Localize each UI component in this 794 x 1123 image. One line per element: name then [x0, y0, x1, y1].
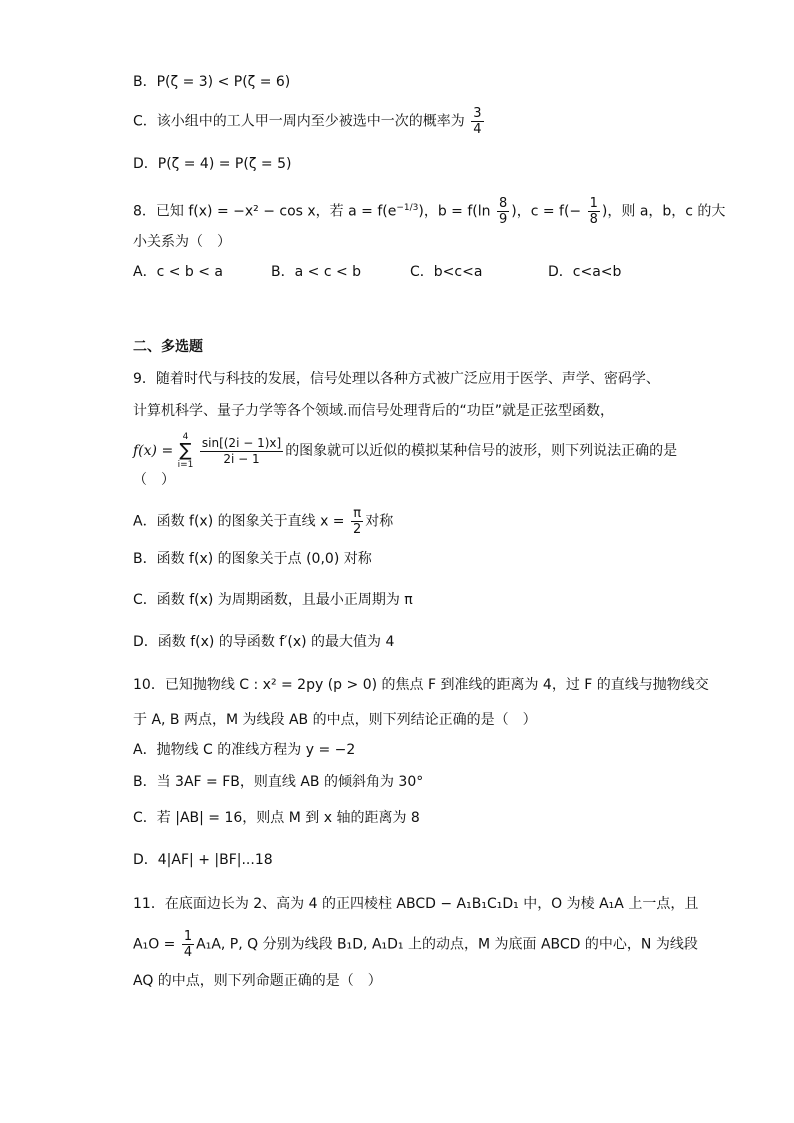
- section-heading: [133, 337, 203, 357]
- q8-option-c: C．b<c<a: [410, 264, 483, 280]
- q9-stem-line2: [133, 401, 614, 421]
- fraction-denominator: 8: [589, 212, 598, 227]
- fraction-numerator: 3: [473, 106, 482, 121]
- q10-option-b: [133, 772, 423, 792]
- q9-stem-line1: [133, 369, 660, 389]
- q9-formula-lhs: f(x) =: [133, 443, 178, 459]
- fraction-numerator: sin[(2i − 1)x]: [201, 435, 282, 450]
- fraction-numerator: π: [353, 506, 362, 521]
- section-heading-text: 二、多选题: [133, 339, 203, 355]
- q7-option-d-text: D．P(ζ = 4) = P(ζ = 5): [133, 156, 292, 172]
- q9-option-a-text: A．函数 f(x) 的图象关于直线 x =: [133, 513, 345, 530]
- q9-option-a-tail: 对称: [365, 513, 394, 530]
- q8-stem-line1: [133, 196, 725, 227]
- q9-blank-paren: （ ）: [133, 472, 175, 488]
- q9-stem-line1-text: 9．随着时代与科技的发展，信号处理以各种方式被广泛应用于医学、声学、密码学、: [133, 371, 660, 387]
- q11-stem-line2-lhs: A₁O =: [133, 936, 176, 953]
- q7-option-b: [133, 72, 290, 92]
- q10-stem-line2-text: 于 A, B 两点，M 为线段 AB 的中点，则下列结论正确的是（ ）: [133, 712, 537, 728]
- summation-upper-limit: 4: [182, 432, 189, 442]
- fraction-denominator: 2: [352, 522, 362, 537]
- sigma-icon: ∑: [179, 440, 192, 461]
- q10-option-a: [133, 740, 355, 760]
- q9-stem-line2-text: 计算机科学、量子力学等各个领域.而信号处理背后的“功臣”就是正弦型函数，: [133, 403, 614, 419]
- q7-option-c-text: C．该小组中的工人甲一周内至少被选中一次的概率为: [133, 113, 465, 130]
- q9-option-a: [133, 506, 393, 537]
- q11-stem-line3: [133, 971, 382, 991]
- q9-option-a-fraction: [351, 506, 363, 537]
- q11-stem-line2: [133, 929, 698, 960]
- summation-lower-limit: i=1: [177, 460, 194, 470]
- q8-ln-fraction: [497, 196, 509, 227]
- q10-option-d: [133, 850, 273, 870]
- q7-option-c: [133, 106, 486, 137]
- q7-option-c-fraction: [471, 106, 483, 137]
- q9-option-d: [133, 632, 394, 652]
- q10-option-b-text: B．当 3AF = FB，则直线 AB 的倾斜角为 30°: [133, 774, 424, 790]
- fraction-denominator: 4: [473, 122, 482, 137]
- q8-stem-part-d: )，则 a，b，c 的大: [601, 203, 726, 220]
- q10-stem-line1: [133, 675, 709, 695]
- q9-option-c: [133, 590, 413, 610]
- fraction-denominator: 9: [498, 212, 508, 227]
- q11-stem-line2-text: A₁A, P, Q 分别为线段 B₁D, A₁D₁ 上的动点，M 为底面 ABCD 的中心，N 为线段: [196, 936, 698, 953]
- q8-exponent: −1/3: [396, 202, 419, 213]
- q10-stem-line2: [133, 710, 537, 730]
- q10-option-c: [133, 808, 420, 828]
- q7-option-b-text: B．P(ζ = 3) < P(ζ = 6): [133, 74, 291, 90]
- q11-stem-line3-text: AQ 的中点，则下列命题正确的是（ ）: [133, 973, 382, 989]
- fraction-denominator: 4: [183, 945, 193, 960]
- fraction-numerator: 1: [183, 929, 193, 944]
- q8-stem-part-c: )，c = f(−: [511, 203, 582, 220]
- q9-option-b-text: B．函数 f(x) 的图象关于点 (0,0) 对称: [133, 551, 372, 567]
- q10-stem-line1-text: 10．已知抛物线 C : x² = 2py (p > 0) 的焦点 F 到准线的距离为 4，过 F 的直线与抛物线交: [133, 677, 709, 693]
- q7-option-d: [133, 154, 291, 174]
- q9-formula-fraction: [200, 436, 283, 467]
- q11-fraction: [182, 929, 194, 960]
- summation-symbol: [178, 432, 194, 470]
- q8-option-a: A．c < b < a: [133, 264, 224, 280]
- fraction-numerator: 8: [498, 196, 508, 211]
- q9-formula-line: [133, 432, 677, 470]
- q10-option-d-text: D．4|AF| + |BF|...18: [133, 852, 273, 868]
- q9-option-c-text: C．函数 f(x) 为周期函数，且最小正周期为 π: [133, 592, 413, 608]
- q8-stem-part-b: )，b = f(ln: [418, 203, 491, 220]
- q8-option-b: B．a < c < b: [271, 264, 362, 280]
- q10-option-c-text: C．若 |AB| = 16，则点 M 到 x 轴的距离为 8: [133, 810, 420, 826]
- q11-stem-line1: [133, 894, 698, 914]
- q8-stem-line2-text: 小关系为（ ）: [133, 234, 231, 250]
- q8-option-d: D．c<a<b: [548, 264, 622, 280]
- fraction-numerator: 1: [589, 196, 598, 211]
- q8-stem-part-a: 8．已知 f(x) = −x² − cos x，若 a = f(e: [133, 203, 397, 220]
- q9-option-d-text: D．函数 f(x) 的导函数 f′(x) 的最大值为 4: [133, 634, 395, 650]
- q9-stem-line3-text: 的图象就可以近似的模拟某种信号的波形，则下列说法正确的是: [285, 443, 678, 459]
- q8-stem-line2: [133, 232, 231, 252]
- q9-option-b: [133, 549, 372, 569]
- q11-stem-line1-text: 11．在底面边长为 2、高为 4 的正四棱柱 ABCD − A₁B₁C₁D₁ 中，O 为棱 A₁A 上一点，且: [133, 896, 699, 912]
- fraction-denominator: 2i − 1: [223, 451, 260, 466]
- q10-option-a-text: A．抛物线 C 的准线方程为 y = −2: [133, 742, 356, 758]
- q8-c-fraction: [588, 196, 600, 227]
- q9-stem-line4: [133, 470, 175, 490]
